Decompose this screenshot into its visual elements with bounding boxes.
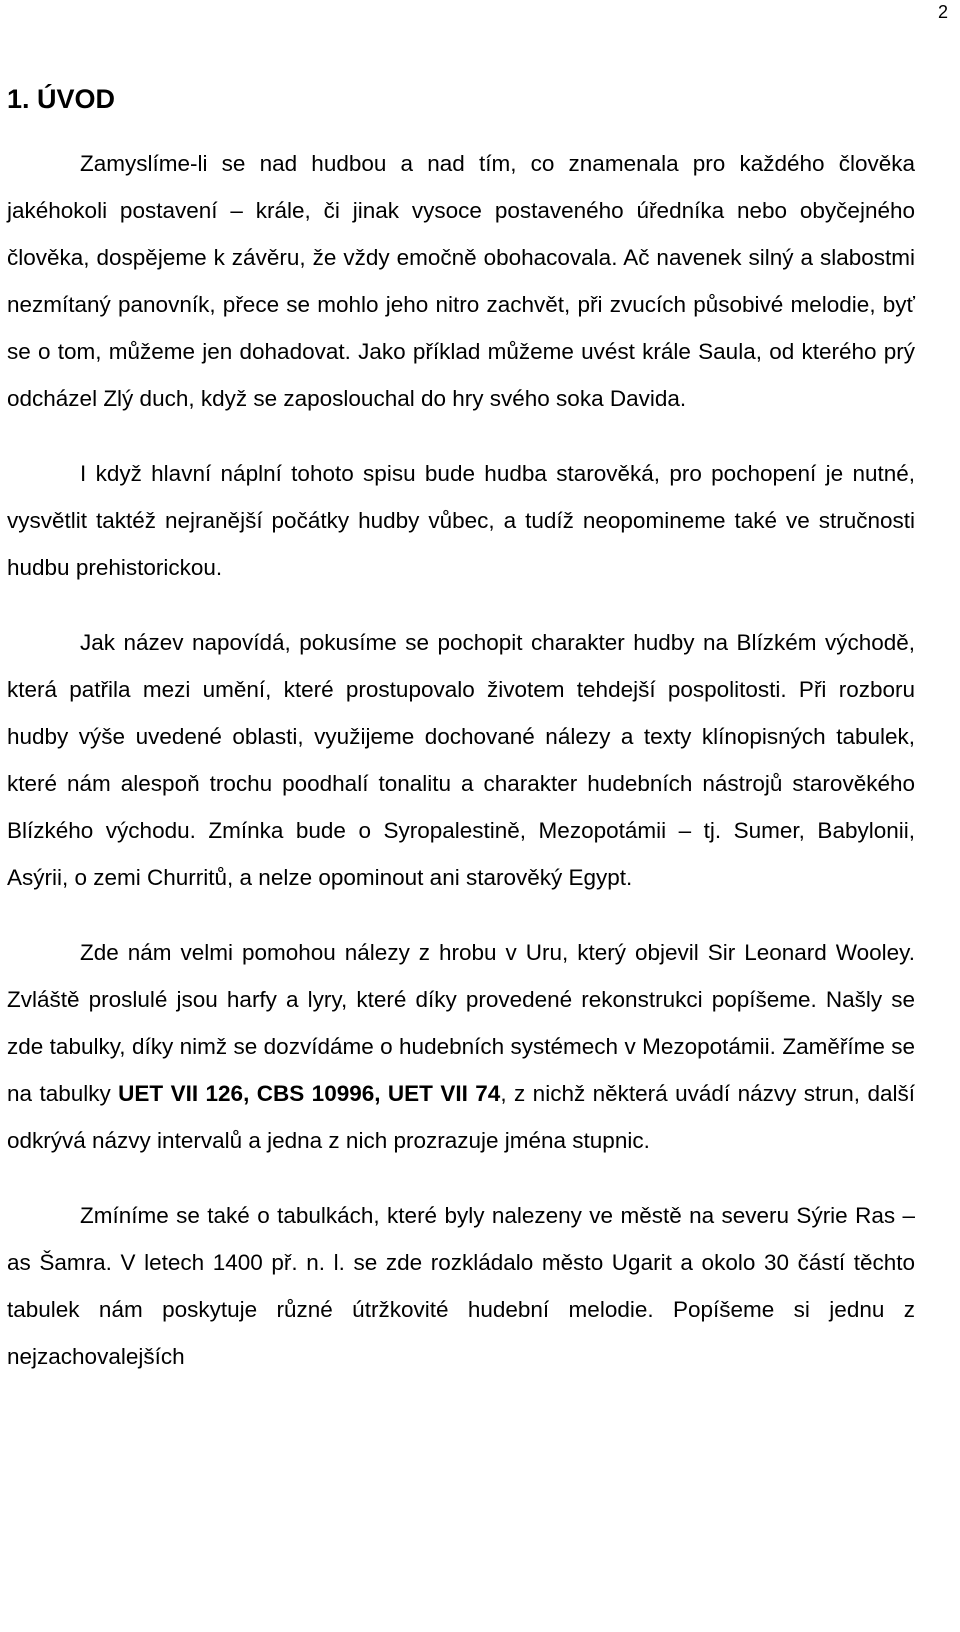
paragraph-intro: Zamyslíme-li se nad hudbou a nad tím, co znamenala pro každého člověka jakéhokoli postavení – krále, či jinak vysoce postaveného úředníka nebo obyčejného člověka, dospějeme k závěru, že vždy emočně obohacovala. Ač navenek silný a slabostmi nezmítaný panovník, přece se mohlo jeho nitro zachvět, při zvucích působivé melodie, byť se o tom, můžeme jen dohadovat. Jako příklad můžeme uvést krále Saula, od kterého prý odcházel Zlý duch, když se zaposlouchal do hry svého soka Davida. bbox=[7, 151, 915, 411]
paragraph-ugarit: Zmíníme se také o tabulkách, které byly nalezeny ve městě na severu Sýrie Ras – as Šamra. V letech 1400 př. n. l. se zde rozkládalo město Ugarit a okolo 30 částí těchto tabulek nám poskytuje různé útržkovité hudební melodie. Popíšeme si jednu z nejzachovalejších bbox=[7, 1203, 915, 1369]
paragraph-ur-text-before: Zde nám velmi pomohou nálezy z hrobu v Uru, který objevil Sir Leonard Wooley. Zvláště proslulé jsou harfy a lyry, které díky provedené rekonstrukci popíšeme. Našly se zde tabulky, díky nimž se dozvídáme o hudebních systémech v Mezopotámii. Zaměříme se na tabulky bbox=[7, 940, 915, 1106]
paragraph-ur-text-after: , z nichž některá uvádí názvy strun, další odkrývá názvy intervalů a jedna z nich prozrazuje jména stupnic. bbox=[7, 1081, 916, 1153]
tablet-references: UET VII 126, CBS 10996, UET VII 74 bbox=[118, 1081, 501, 1106]
document-body bbox=[7, 140, 915, 1408]
paragraph-scope: I když hlavní náplní tohoto spisu bude hudba starověká, pro pochopení je nutné, vysvětlit taktéž nejranější počátky hudby vůbec, a tudíž neopomineme také ve stručnosti hudbu prehistorickou. bbox=[7, 461, 915, 580]
section-heading: 1. ÚVOD bbox=[7, 84, 116, 114]
paragraph-ur-findings bbox=[7, 929, 915, 1164]
page-number: 2 bbox=[937, 2, 948, 22]
paragraph-near-east: Jak název napovídá, pokusíme se pochopit charakter hudby na Blízkém východě, která patřila mezi umění, které prostupovalo životem tehdejší pospolitosti. Při rozboru hudby výše uvedené oblasti, využijeme dochované nálezy a texty klínopisných tabulek, které nám alespoň trochu poodhalí tonalitu a charakter hudebních nástrojů starověkého Blízkého východu. Zmínka bude o Syropalestině, Mezopotámii – tj. Sumer, Babylonii, Asýrii, o zemi Churritů, a nelze opominout ani starověký Egypt. bbox=[7, 630, 915, 890]
